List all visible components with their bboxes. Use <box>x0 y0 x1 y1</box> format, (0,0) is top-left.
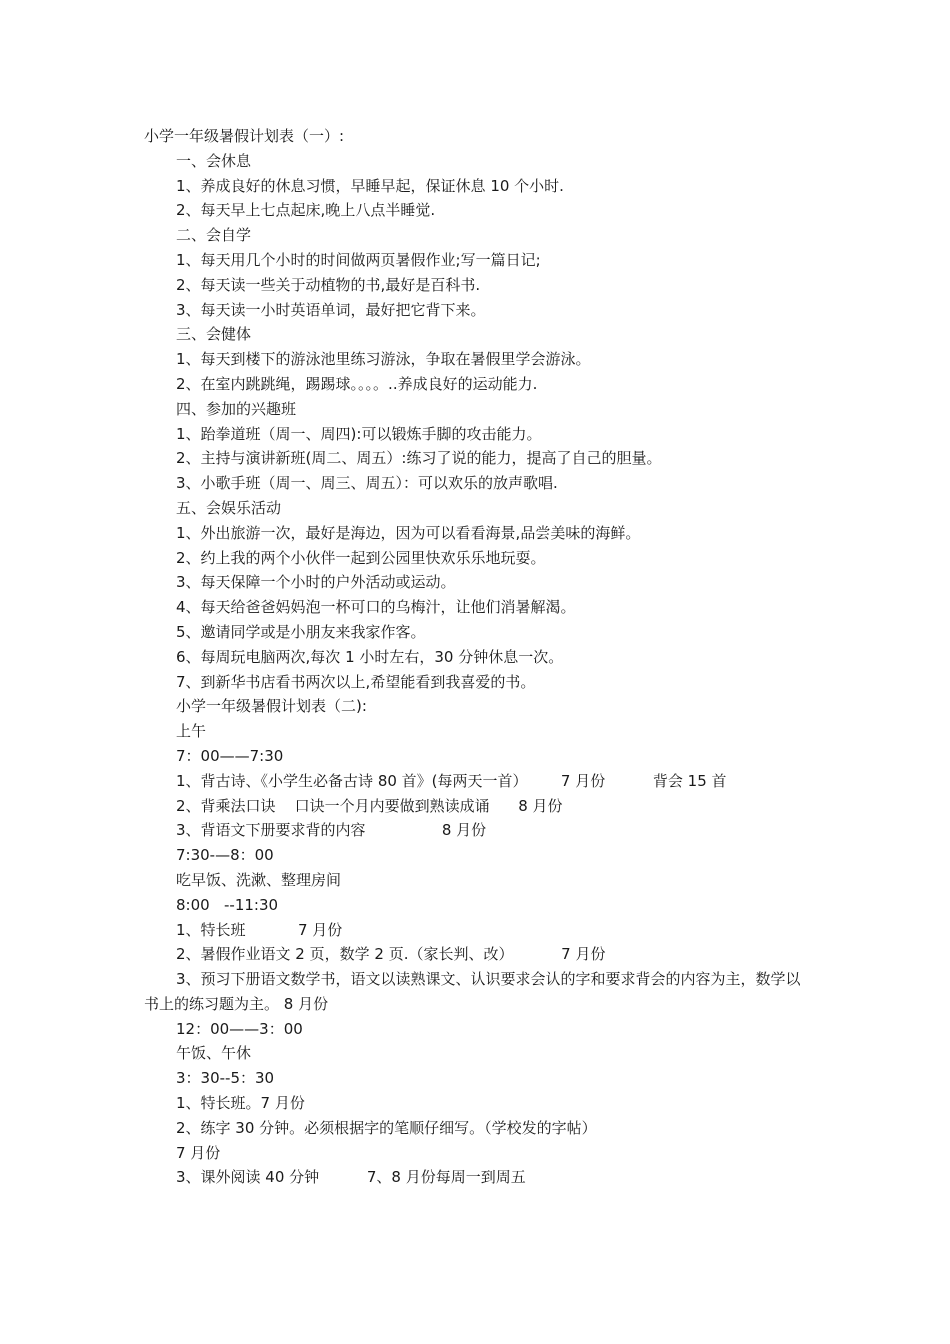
text-line: 1、特长班 7 月份 <box>176 920 343 939</box>
text-line: 2、每天早上七点起床,晚上八点半睡觉. <box>176 201 436 220</box>
text-line: 1、每天用几个小时的时间做两页暑假作业;写一篇日记; <box>176 250 541 269</box>
text-line: 四、参加的兴趣班 <box>176 399 297 418</box>
text-line: 3、小歌手班（周一、周三、周五）：可以欢乐的放声歌唱. <box>176 474 558 493</box>
text-line: 7：00——7:30 <box>176 746 284 765</box>
text-line: 3、每天保障一个小时的户外活动或运动。 <box>176 573 456 592</box>
text-line: 3、每天读一小时英语单词，最好把它背下来。 <box>176 300 486 319</box>
text-line: 2、约上我的两个小伙伴一起到公园里快欢乐乐地玩耍。 <box>176 548 546 567</box>
text-line: 8:00 --11:30 <box>176 895 279 914</box>
text-line: 2、每天读一些关于动植物的书,最好是百科书. <box>176 275 481 294</box>
text-line: 上午 <box>176 722 207 741</box>
text-line: 7 月份 <box>176 1143 221 1162</box>
text-line: 2、主持与演讲新班(周二、周五）:练习了说的能力，提高了自己的胆量。 <box>176 449 662 468</box>
text-line: 一、会休息 <box>176 151 252 170</box>
text-line: 吃早饭、洗漱、整理房间 <box>176 870 342 889</box>
text-line: 1、外出旅游一次，最好是海边，因为可以看看海景,品尝美味的海鲜。 <box>176 523 641 542</box>
text-line: 5、邀请同学或是小朋友来我家作客。 <box>176 622 426 641</box>
text-line: 7、到新华书店看书两次以上,希望能看到我喜爱的书。 <box>176 672 536 691</box>
text-line: 2、暑假作业语文 2 页，数学 2 页.（家长判、改） 7 月份 <box>176 945 606 964</box>
text-line: 3：30--5：30 <box>176 1069 275 1088</box>
text-line: 12：00——3：00 <box>176 1019 303 1038</box>
text-line: 二、会自学 <box>176 226 252 245</box>
text-line: 午饭、午休 <box>176 1044 252 1063</box>
document-title: 小学一年级暑假计划表（一）: <box>144 127 345 145</box>
text-line: 1、跆拳道班（周一、周四):可以锻炼手脚的攻击能力。 <box>176 424 542 443</box>
text-line: 3、课外阅读 40 分钟 7、8 月份每周一到周五 <box>176 1168 526 1187</box>
text-line: 7:30-—8：00 <box>176 846 274 865</box>
text-line: 五、会娱乐活动 <box>176 498 282 517</box>
text-line: 1、每天到楼下的游泳池里练习游泳，争取在暑假里学会游泳。 <box>176 350 591 369</box>
text-line: 2、练字 30 分钟。必须根据字的笔顺仔细写。（学校发的字帖） <box>176 1118 597 1137</box>
text-line: 1、特长班。7 月份 <box>176 1094 305 1113</box>
text-line: 6、每周玩电脑两次,每次 1 小时左右，30 分钟休息一次。 <box>176 647 564 666</box>
text-line: 2、在室内跳跳绳，踢踢球。。。。..养成良好的运动能力. <box>176 374 538 393</box>
text-line: 1、养成良好的休息习惯，早睡早起，保证休息 10 个小时. <box>176 176 564 195</box>
document-body <box>144 124 804 1190</box>
text-line: 2、背乘法口诀 口诀一个月内要做到熟读成诵 8 月份 <box>176 796 563 815</box>
text-line: 4、每天给爸爸妈妈泡一杯可口的乌梅汁，让他们消暑解渴。 <box>176 598 576 617</box>
text-line: 3、预习下册语文数学书，语文以读熟课文、认识要求会认的字和要求背会的内容为主，数学以书上的练习题为主。 8 月份 <box>144 970 801 1013</box>
text-line: 1、背古诗、《小学生必备古诗 80 首》(每两天一首） 7 月份 背会 15 首 <box>176 771 727 790</box>
text-line: 3、背语文下册要求背的内容 8 月份 <box>176 821 487 840</box>
text-line: 三、会健体 <box>176 325 252 344</box>
text-line: 小学一年级暑假计划表（二): <box>176 697 367 716</box>
